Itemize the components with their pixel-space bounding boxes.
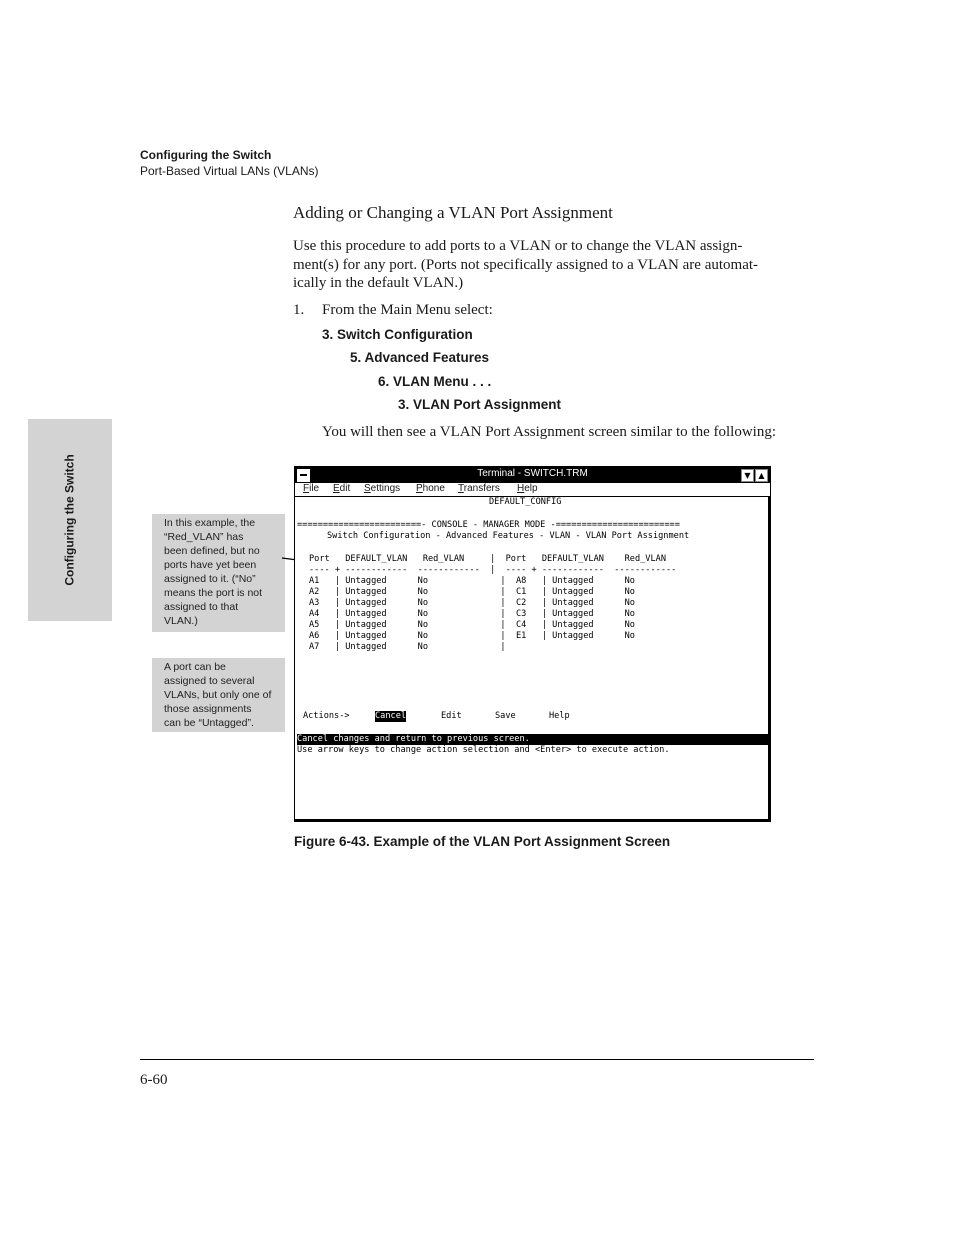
terminal-window xyxy=(294,466,771,822)
callout-line: been defined, but no xyxy=(164,545,260,557)
step-text: From the Main Menu select: xyxy=(322,302,493,318)
terminal-screen xyxy=(295,497,770,821)
callout-line: In this example, the xyxy=(164,517,256,529)
table-row: A5 | Untagged No | C4 | Untagged No xyxy=(309,620,635,630)
callout-line: means the port is not xyxy=(164,587,263,599)
menu-transfers[interactable]: Transfers xyxy=(458,483,500,494)
menu-phone[interactable]: Phone xyxy=(416,483,445,494)
figure-caption: Figure 6-43. Example of the VLAN Port Assignment Screen xyxy=(294,834,671,849)
callout-line: A port can be xyxy=(164,661,226,673)
status-line: Cancel changes and return to previous screen. xyxy=(297,734,768,745)
menu-path-item: 3. VLAN Port Assignment xyxy=(398,397,562,412)
table-header: Port DEFAULT_VLAN Red_VLAN | Port DEFAULT_VLAN Red_VLAN xyxy=(309,554,666,564)
callout-line: assigned to that xyxy=(164,601,239,613)
table-row: A2 | Untagged No | C1 | Untagged No xyxy=(309,587,635,597)
menu-settings[interactable]: Settings xyxy=(364,483,401,494)
action-cancel[interactable]: Cancel xyxy=(375,711,407,721)
minimize-icon[interactable]: ▼ xyxy=(741,469,754,482)
callout-line: VLANs, but only one of xyxy=(164,689,272,701)
table-rule: ---- + ------------ ------------ | ---- + ------------ ------------ xyxy=(309,565,677,575)
footer-rule xyxy=(140,1059,814,1060)
menu-file[interactable]: File xyxy=(303,483,320,494)
section-heading: Adding or Changing a VLAN Port Assignment xyxy=(293,203,613,222)
console-banner: ========================- CONSOLE - MANAGER MODE -======================== xyxy=(297,520,680,530)
chapter-title: Configuring the Switch xyxy=(140,148,272,162)
menu-path-item: 6. VLAN Menu . . . xyxy=(378,374,492,389)
intro-line: Use this procedure to add ports to a VLAN or to change the VLAN assign- xyxy=(293,238,743,254)
terminal-title-bar[interactable] xyxy=(295,467,770,483)
table-row: A3 | Untagged No | C2 | Untagged No xyxy=(309,598,635,608)
intro-line: ically in the default VLAN.) xyxy=(293,275,464,291)
section-subtitle: Port-Based Virtual LANs (VLANs) xyxy=(140,164,319,178)
then-text: You will then see a VLAN Port Assignment screen similar to the following: xyxy=(322,424,776,440)
callout-line: VLAN.) xyxy=(164,615,198,627)
table-row: A1 | Untagged No | A8 | Untagged No xyxy=(309,576,635,586)
table-row: A7 | Untagged No | xyxy=(309,642,506,652)
table-row: A4 | Untagged No | C3 | Untagged No xyxy=(309,609,635,619)
terminal-title: Terminal - SWITCH.TRM xyxy=(477,468,588,479)
intro-line: ment(s) for any port. (Ports not specifically assigned to a VLAN are automat- xyxy=(293,256,759,273)
intro-paragraph xyxy=(293,237,818,293)
menu-path-item: 3. Switch Configuration xyxy=(322,327,473,342)
callout-untagged-note xyxy=(152,658,285,732)
step-number: 1. xyxy=(293,302,305,318)
action-save[interactable]: Save xyxy=(495,711,516,721)
callout-line: can be “Untagged”. xyxy=(164,717,254,729)
callout-red-vlan-note xyxy=(152,514,285,632)
terminal-menubar xyxy=(295,483,770,497)
hint-line: Use arrow keys to change action selection and <Enter> to execute action. xyxy=(297,745,670,755)
callout-line: “Red_VLAN” has xyxy=(164,531,244,543)
menu-edit[interactable]: Edit xyxy=(333,483,351,494)
config-name: DEFAULT_CONFIG xyxy=(489,497,562,507)
callout-line: assigned to it. (“No” xyxy=(164,573,256,585)
menu-help[interactable]: Help xyxy=(517,483,538,494)
maximize-icon[interactable]: ▲ xyxy=(755,469,768,482)
action-edit[interactable]: Edit xyxy=(441,711,462,721)
menu-path-item: 5. Advanced Features xyxy=(350,350,490,365)
callout-line: those assignments xyxy=(164,703,252,715)
action-help[interactable]: Help xyxy=(549,711,570,721)
page-number: 6-60 xyxy=(140,1072,168,1088)
window-bottom-border xyxy=(295,819,770,821)
table-row: A6 | Untagged No | E1 | Untagged No xyxy=(309,631,635,641)
screen-breadcrumb: Switch Configuration - Advanced Features - VLAN - VLAN Port Assignment xyxy=(327,531,690,541)
side-tab-label: Configuring the Switch xyxy=(63,454,78,586)
side-tab-label-wrap xyxy=(28,419,112,621)
callout-line: assigned to several xyxy=(164,675,255,687)
window-right-border xyxy=(768,497,770,821)
callout-line: ports have yet been xyxy=(164,559,257,571)
actions-label: Actions-> xyxy=(303,711,350,721)
